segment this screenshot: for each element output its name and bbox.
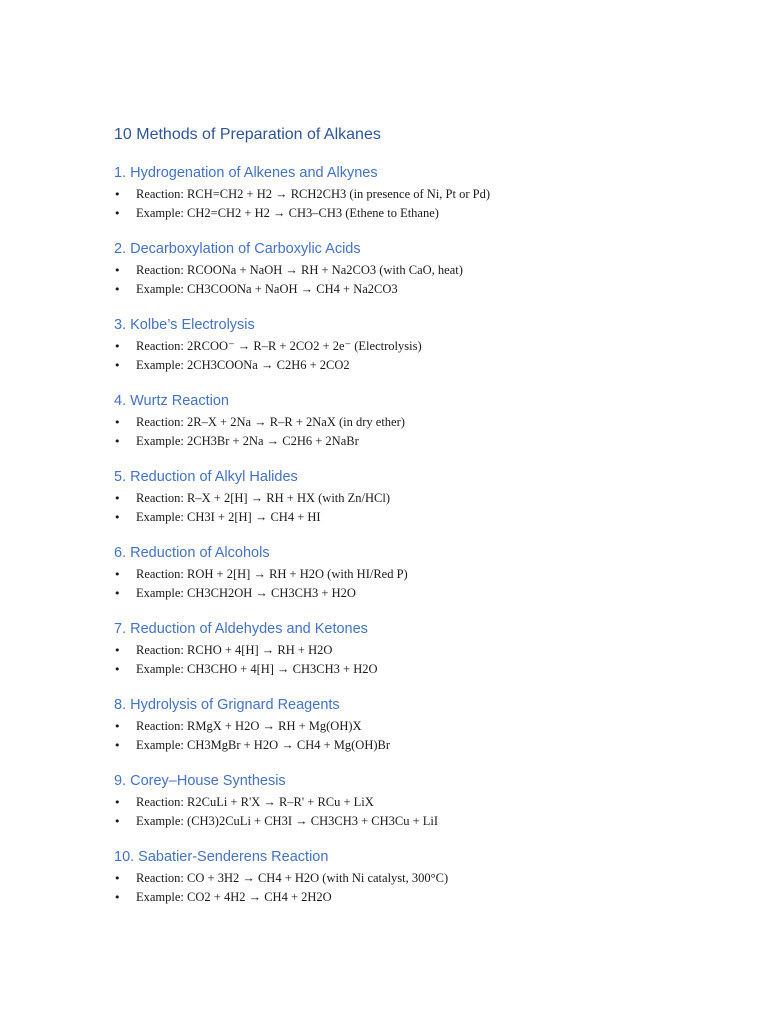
list-item-text: Example: CH3I + 2[H] → CH4 + HI <box>136 510 321 524</box>
section-3 <box>114 315 734 375</box>
bullet-icon: • <box>114 720 121 733</box>
section-8 <box>114 695 734 755</box>
section-2 <box>114 239 734 299</box>
list-item <box>114 869 734 888</box>
list-item <box>114 204 734 223</box>
section-6 <box>114 543 734 603</box>
bullet-icon: • <box>114 739 121 752</box>
list-item <box>114 508 734 527</box>
list-item-text: Example: CH3MgBr + H2O → CH4 + Mg(OH)Br <box>136 738 391 752</box>
list-item <box>114 736 734 755</box>
section-heading: 10. Sabatier-Senderens Reaction <box>114 849 329 865</box>
bullet-icon: • <box>114 796 121 809</box>
bullet-icon: • <box>114 815 121 828</box>
list-item-text: Example: CH3CHO + 4[H] → CH3CH3 + H2O <box>136 662 378 676</box>
bullet-list <box>114 413 734 451</box>
list-item-text: Reaction: ROH + 2[H] → RH + H2O (with HI/Red P) <box>136 567 408 581</box>
list-item <box>114 584 734 603</box>
list-item-text: Reaction: 2R–X + 2Na → R–R + 2NaX (in dry ether) <box>136 415 405 429</box>
list-item-text: Example: 2CH3COONa → C2H6 + 2CO2 <box>136 358 350 372</box>
section-heading: 5. Reduction of Alkyl Halides <box>114 469 298 485</box>
bullet-icon: • <box>114 188 121 201</box>
section-4 <box>114 391 734 451</box>
section-heading: 3. Kolbe’s Electrolysis <box>114 317 255 333</box>
section-heading: 6. Reduction of Alcohols <box>114 545 270 561</box>
section-list <box>114 163 734 907</box>
bullet-list <box>114 337 734 375</box>
list-item <box>114 261 734 280</box>
bullet-icon: • <box>114 492 121 505</box>
section-1 <box>114 163 734 223</box>
list-item-text: Example: CO2 + 4H2 → CH4 + 2H2O <box>136 890 332 904</box>
list-item <box>114 413 734 432</box>
bullet-list <box>114 717 734 755</box>
list-item-text: Reaction: RMgX + H2O → RH + Mg(OH)X <box>136 719 362 733</box>
list-item-text: Reaction: RCOONa + NaOH → RH + Na2CO3 (with CaO, heat) <box>136 263 463 277</box>
list-item <box>114 793 734 812</box>
list-item-text: Example: CH3COONa + NaOH → CH4 + Na2CO3 <box>136 282 398 296</box>
bullet-icon: • <box>114 416 121 429</box>
bullet-icon: • <box>114 340 121 353</box>
section-heading: 9. Corey–House Synthesis <box>114 773 286 789</box>
bullet-list <box>114 261 734 299</box>
list-item <box>114 888 734 907</box>
list-item <box>114 337 734 356</box>
list-item-text: Example: CH3CH2OH → CH3CH3 + H2O <box>136 586 356 600</box>
bullet-list <box>114 793 734 831</box>
list-item-text: Reaction: 2RCOO⁻ → R–R + 2CO2 + 2e⁻ (Electrolysis) <box>136 339 422 353</box>
list-item <box>114 641 734 660</box>
bullet-icon: • <box>114 872 121 885</box>
bullet-list <box>114 869 734 907</box>
list-item <box>114 717 734 736</box>
list-item-text: Example: 2CH3Br + 2Na → C2H6 + 2NaBr <box>136 434 359 448</box>
bullet-icon: • <box>114 207 121 220</box>
list-item <box>114 489 734 508</box>
document-title: 10 Methods of Preparation of Alkanes <box>114 126 381 143</box>
bullet-list <box>114 489 734 527</box>
bullet-icon: • <box>114 644 121 657</box>
bullet-icon: • <box>114 264 121 277</box>
section-heading: 8. Hydrolysis of Grignard Reagents <box>114 697 340 713</box>
list-item <box>114 660 734 679</box>
list-item-text: Reaction: R2CuLi + R'X → R–R' + RCu + LiX <box>136 795 374 809</box>
bullet-list <box>114 185 734 223</box>
list-item <box>114 280 734 299</box>
section-heading: 1. Hydrogenation of Alkenes and Alkynes <box>114 165 378 181</box>
list-item-text: Reaction: CO + 3H2 → CH4 + H2O (with Ni catalyst, 300°C) <box>136 871 449 885</box>
list-item-text: Example: CH2=CH2 + H2 → CH3–CH3 (Ethene to Ethane) <box>136 206 439 220</box>
bullet-icon: • <box>114 568 121 581</box>
list-item-text: Example: (CH3)2CuLi + CH3I → CH3CH3 + CH3Cu + LiI <box>136 814 439 828</box>
bullet-icon: • <box>114 283 121 296</box>
list-item <box>114 565 734 584</box>
document-content <box>114 124 734 907</box>
section-heading: 4. Wurtz Reaction <box>114 393 229 409</box>
bullet-icon: • <box>114 359 121 372</box>
bullet-list <box>114 565 734 603</box>
list-item <box>114 356 734 375</box>
bullet-icon: • <box>114 435 121 448</box>
section-heading: 2. Decarboxylation of Carboxylic Acids <box>114 241 361 257</box>
bullet-list <box>114 641 734 679</box>
bullet-icon: • <box>114 587 121 600</box>
section-heading: 7. Reduction of Aldehydes and Ketones <box>114 621 368 637</box>
bullet-icon: • <box>114 891 121 904</box>
bullet-icon: • <box>114 511 121 524</box>
list-item-text: Reaction: RCHO + 4[H] → RH + H2O <box>136 643 333 657</box>
list-item-text: Reaction: RCH=CH2 + H2 → RCH2CH3 (in presence of Ni, Pt or Pd) <box>136 187 491 201</box>
section-10 <box>114 847 734 907</box>
list-item <box>114 185 734 204</box>
section-9 <box>114 771 734 831</box>
bullet-icon: • <box>114 663 121 676</box>
section-7 <box>114 619 734 679</box>
list-item-text: Reaction: R–X + 2[H] → RH + HX (with Zn/HCl) <box>136 491 391 505</box>
list-item <box>114 812 734 831</box>
list-item <box>114 432 734 451</box>
section-5 <box>114 467 734 527</box>
